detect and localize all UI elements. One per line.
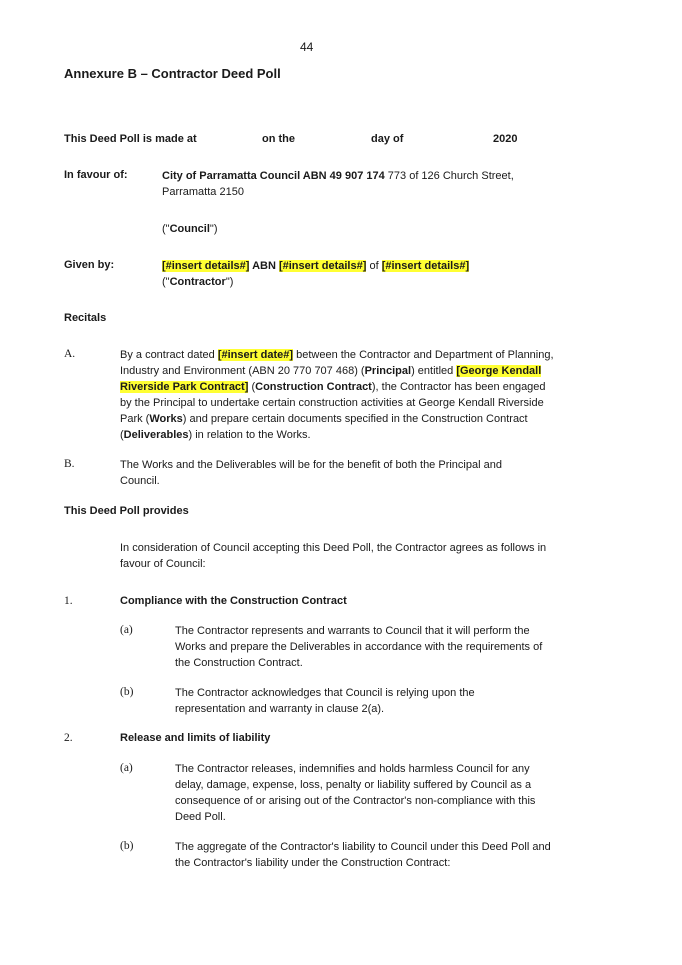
day-of-label: day of xyxy=(371,133,404,145)
clause-heading: Release and limits of liability xyxy=(120,732,271,744)
clause-heading: Compliance with the Construction Contract xyxy=(120,595,347,607)
recital-marker: B. xyxy=(64,458,75,470)
subclause-marker: (a) xyxy=(120,624,133,636)
given-by-label: Given by: xyxy=(64,259,115,271)
page-title: Annexure B – Contractor Deed Poll xyxy=(64,66,281,81)
clause-number: 2. xyxy=(64,732,73,744)
recitals-heading: Recitals xyxy=(64,312,107,324)
recital-a-text: By a contract dated [#insert date#] between the Contractor and Department of Planning, Industry and Environment (ABN 20 770 707 468) (Principal) entitled [George Kendall Riverside Park Contract] (Construction Contract), the Contractor has been engaged by the Principal to undertake certain construction activities at George Kendall Riverside Park (Works) and prepare certain documents specified in the Construction Contract (Deliverables) in relation to the Works. xyxy=(120,349,554,441)
given-by-details: [#insert details#] ABN [#insert details#] of [#insert details#] ("Contractor") xyxy=(162,260,470,288)
subclause-text: The aggregate of the Contractor's liability to Council under this Deed Poll and the Contractor's liability under the Construction Contract: xyxy=(175,841,551,869)
subclause-text: The Contractor releases, indemnifies and holds harmless Council for any delay, damage, expense, loss, penalty or liability suffered by Council as a consequence of or arising out of the Contractor's non-compliance with this Deed Poll. xyxy=(175,763,536,823)
council-name: City of Parramatta Council ABN 49 907 174 xyxy=(162,170,385,182)
insert-details-placeholder: [#insert details#] xyxy=(278,260,367,272)
page-number: 44 xyxy=(300,40,314,54)
insert-details-placeholder: [#insert details#] xyxy=(381,260,470,272)
subclause-text: The Contractor acknowledges that Council is relying upon the representation and warranty in clause 2(a). xyxy=(175,687,475,715)
insert-date-placeholder: [#insert date#] xyxy=(217,349,294,361)
subclause-marker: (b) xyxy=(120,840,134,852)
clause-number: 1. xyxy=(64,595,73,607)
recital-marker: A. xyxy=(64,348,76,360)
council-short-name: ("Council") xyxy=(162,223,218,235)
insert-details-placeholder: [#insert details#] xyxy=(162,260,250,272)
council-details xyxy=(162,168,542,200)
subclause-marker: (b) xyxy=(120,686,134,698)
council-address: 773 of 126 Church Street, Parramatta 2150 xyxy=(162,170,514,198)
on-the-label: on the xyxy=(262,133,295,145)
contract-name-placeholder: [George Kendall Riverside Park Contract] xyxy=(120,365,542,393)
made-at-label: This Deed Poll is made at xyxy=(64,133,197,145)
subclause-text: The Contractor represents and warrants to Council that it will perform the Works and prepare the Deliverables in accordance with the requirements of the Construction Contract. xyxy=(175,625,543,669)
subclause-marker: (a) xyxy=(120,762,133,774)
provides-heading: This Deed Poll provides xyxy=(64,505,189,517)
recital-b-text: The Works and the Deliverables will be for the benefit of both the Principal and Council. xyxy=(120,459,502,487)
in-favour-label: In favour of: xyxy=(64,169,128,181)
provides-intro: In consideration of Council accepting this Deed Poll, the Contractor agrees as follows in favour of Council: xyxy=(120,542,547,570)
year-value: 2020 xyxy=(493,133,518,145)
